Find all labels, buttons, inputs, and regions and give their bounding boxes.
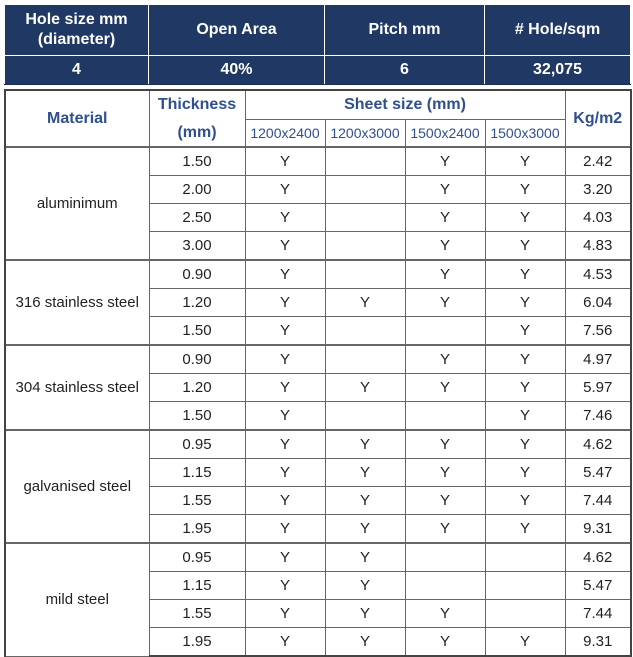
availability-cell: Y <box>325 430 405 459</box>
material-cell: galvanised steel <box>5 430 149 543</box>
availability-cell: Y <box>485 317 565 346</box>
availability-cell: Y <box>405 628 485 657</box>
availability-cell: Y <box>485 289 565 317</box>
summary-header-hole-size <box>5 5 149 56</box>
availability-cell: Y <box>325 374 405 402</box>
column-header-size-1200x2400: 1200x2400 <box>245 120 325 148</box>
availability-cell <box>325 147 405 176</box>
availability-cell <box>485 543 565 572</box>
weight-cell: 7.44 <box>565 487 631 515</box>
availability-cell <box>405 572 485 600</box>
availability-cell: Y <box>485 204 565 232</box>
thickness-cell: 0.95 <box>149 430 245 459</box>
availability-cell: Y <box>245 487 325 515</box>
weight-cell: 7.46 <box>565 402 631 431</box>
summary-value-open-area: 40% <box>149 56 325 85</box>
material-cell: 304 stainless steel <box>5 345 149 430</box>
availability-cell: Y <box>325 600 405 628</box>
thickness-cell: 1.20 <box>149 374 245 402</box>
weight-cell: 4.03 <box>565 204 631 232</box>
availability-cell: Y <box>405 232 485 261</box>
availability-cell: Y <box>325 572 405 600</box>
availability-cell: Y <box>245 515 325 544</box>
column-header-weight: Kg/m2 <box>565 90 631 147</box>
thickness-cell: 0.90 <box>149 345 245 374</box>
material-cell: mild steel <box>5 543 149 656</box>
thickness-cell: 1.95 <box>149 515 245 544</box>
availability-cell: Y <box>405 487 485 515</box>
availability-cell <box>325 402 405 431</box>
specification-table-body <box>5 147 631 656</box>
material-cell: 316 stainless steel <box>5 260 149 345</box>
summary-header-holes-per-sqm: # Hole/sqm <box>485 5 631 56</box>
weight-cell: 2.42 <box>565 147 631 176</box>
thickness-cell: 2.00 <box>149 176 245 204</box>
availability-cell: Y <box>485 147 565 176</box>
availability-cell: Y <box>485 402 565 431</box>
weight-cell: 4.83 <box>565 232 631 261</box>
availability-cell: Y <box>485 459 565 487</box>
table-row <box>5 543 631 572</box>
availability-cell: Y <box>405 515 485 544</box>
thickness-cell: 1.55 <box>149 487 245 515</box>
summary-header-open-area: Open Area <box>149 5 325 56</box>
availability-cell <box>325 345 405 374</box>
weight-cell: 4.53 <box>565 260 631 289</box>
weight-cell: 4.62 <box>565 430 631 459</box>
table-row <box>5 147 631 176</box>
availability-cell: Y <box>325 515 405 544</box>
weight-cell: 3.20 <box>565 176 631 204</box>
availability-cell: Y <box>245 204 325 232</box>
availability-cell: Y <box>245 459 325 487</box>
weight-cell: 5.97 <box>565 374 631 402</box>
column-header-material: Material <box>5 90 149 147</box>
weight-cell: 5.47 <box>565 572 631 600</box>
availability-cell <box>325 260 405 289</box>
availability-cell <box>405 402 485 431</box>
weight-cell: 4.97 <box>565 345 631 374</box>
thickness-cell: 1.15 <box>149 572 245 600</box>
availability-cell: Y <box>485 176 565 204</box>
availability-cell: Y <box>325 543 405 572</box>
availability-cell <box>325 176 405 204</box>
thickness-cell: 1.95 <box>149 628 245 657</box>
availability-cell: Y <box>245 289 325 317</box>
availability-cell: Y <box>405 459 485 487</box>
availability-cell <box>325 204 405 232</box>
availability-cell <box>405 317 485 346</box>
availability-cell: Y <box>485 515 565 544</box>
summary-table <box>4 4 631 85</box>
availability-cell <box>485 600 565 628</box>
availability-cell: Y <box>405 289 485 317</box>
availability-cell: Y <box>405 176 485 204</box>
availability-cell: Y <box>405 204 485 232</box>
availability-cell: Y <box>485 260 565 289</box>
specification-table <box>4 89 632 657</box>
availability-cell <box>325 317 405 346</box>
material-cell: aluminimum <box>5 147 149 260</box>
summary-header-hole-size-line1: Hole size mm <box>25 11 128 28</box>
summary-value-hole-size: 4 <box>5 56 149 85</box>
availability-cell: Y <box>485 628 565 657</box>
availability-cell: Y <box>245 260 325 289</box>
availability-cell: Y <box>405 374 485 402</box>
column-header-size-1200x3000: 1200x3000 <box>325 120 405 148</box>
table-row <box>5 430 631 459</box>
availability-cell: Y <box>245 317 325 346</box>
availability-cell: Y <box>245 402 325 431</box>
weight-cell: 5.47 <box>565 459 631 487</box>
availability-cell: Y <box>325 628 405 657</box>
thickness-cell: 1.15 <box>149 459 245 487</box>
table-row <box>5 260 631 289</box>
thickness-cell: 0.90 <box>149 260 245 289</box>
table-row <box>5 345 631 374</box>
availability-cell <box>325 232 405 261</box>
weight-cell: 7.44 <box>565 600 631 628</box>
column-header-thickness-unit: (mm) <box>149 120 245 148</box>
thickness-cell: 1.50 <box>149 147 245 176</box>
availability-cell: Y <box>485 374 565 402</box>
availability-cell: Y <box>325 459 405 487</box>
thickness-cell: 1.50 <box>149 402 245 431</box>
column-header-sheet-size: Sheet size (mm) <box>245 90 565 120</box>
summary-value-row <box>5 56 631 85</box>
thickness-cell: 0.95 <box>149 543 245 572</box>
weight-cell: 4.62 <box>565 543 631 572</box>
column-header-row <box>5 90 631 120</box>
availability-cell: Y <box>405 345 485 374</box>
summary-header-row <box>5 5 631 56</box>
availability-cell: Y <box>245 430 325 459</box>
thickness-cell: 1.55 <box>149 600 245 628</box>
thickness-cell: 2.50 <box>149 204 245 232</box>
availability-cell: Y <box>485 232 565 261</box>
thickness-cell: 1.20 <box>149 289 245 317</box>
availability-cell: Y <box>485 345 565 374</box>
availability-cell: Y <box>325 487 405 515</box>
summary-header-hole-size-line2: (diameter) <box>37 31 116 48</box>
availability-cell: Y <box>245 374 325 402</box>
availability-cell: Y <box>245 628 325 657</box>
summary-value-pitch: 6 <box>325 56 485 85</box>
thickness-cell: 3.00 <box>149 232 245 261</box>
thickness-cell: 1.50 <box>149 317 245 346</box>
availability-cell: Y <box>245 147 325 176</box>
availability-cell: Y <box>485 430 565 459</box>
availability-cell <box>405 543 485 572</box>
availability-cell: Y <box>325 289 405 317</box>
weight-cell: 9.31 <box>565 628 631 657</box>
column-header-thickness: Thickness <box>149 90 245 120</box>
availability-cell: Y <box>245 572 325 600</box>
weight-cell: 6.04 <box>565 289 631 317</box>
weight-cell: 9.31 <box>565 515 631 544</box>
availability-cell: Y <box>405 430 485 459</box>
availability-cell: Y <box>245 600 325 628</box>
availability-cell: Y <box>245 543 325 572</box>
availability-cell <box>485 572 565 600</box>
column-header-size-1500x2400: 1500x2400 <box>405 120 485 148</box>
availability-cell: Y <box>485 487 565 515</box>
availability-cell: Y <box>405 260 485 289</box>
weight-cell: 7.56 <box>565 317 631 346</box>
availability-cell: Y <box>405 600 485 628</box>
column-header-size-1500x3000: 1500x3000 <box>485 120 565 148</box>
availability-cell: Y <box>245 345 325 374</box>
summary-header-pitch: Pitch mm <box>325 5 485 56</box>
summary-value-holes-per-sqm: 32,075 <box>485 56 631 85</box>
availability-cell: Y <box>405 147 485 176</box>
availability-cell: Y <box>245 176 325 204</box>
availability-cell: Y <box>245 232 325 261</box>
